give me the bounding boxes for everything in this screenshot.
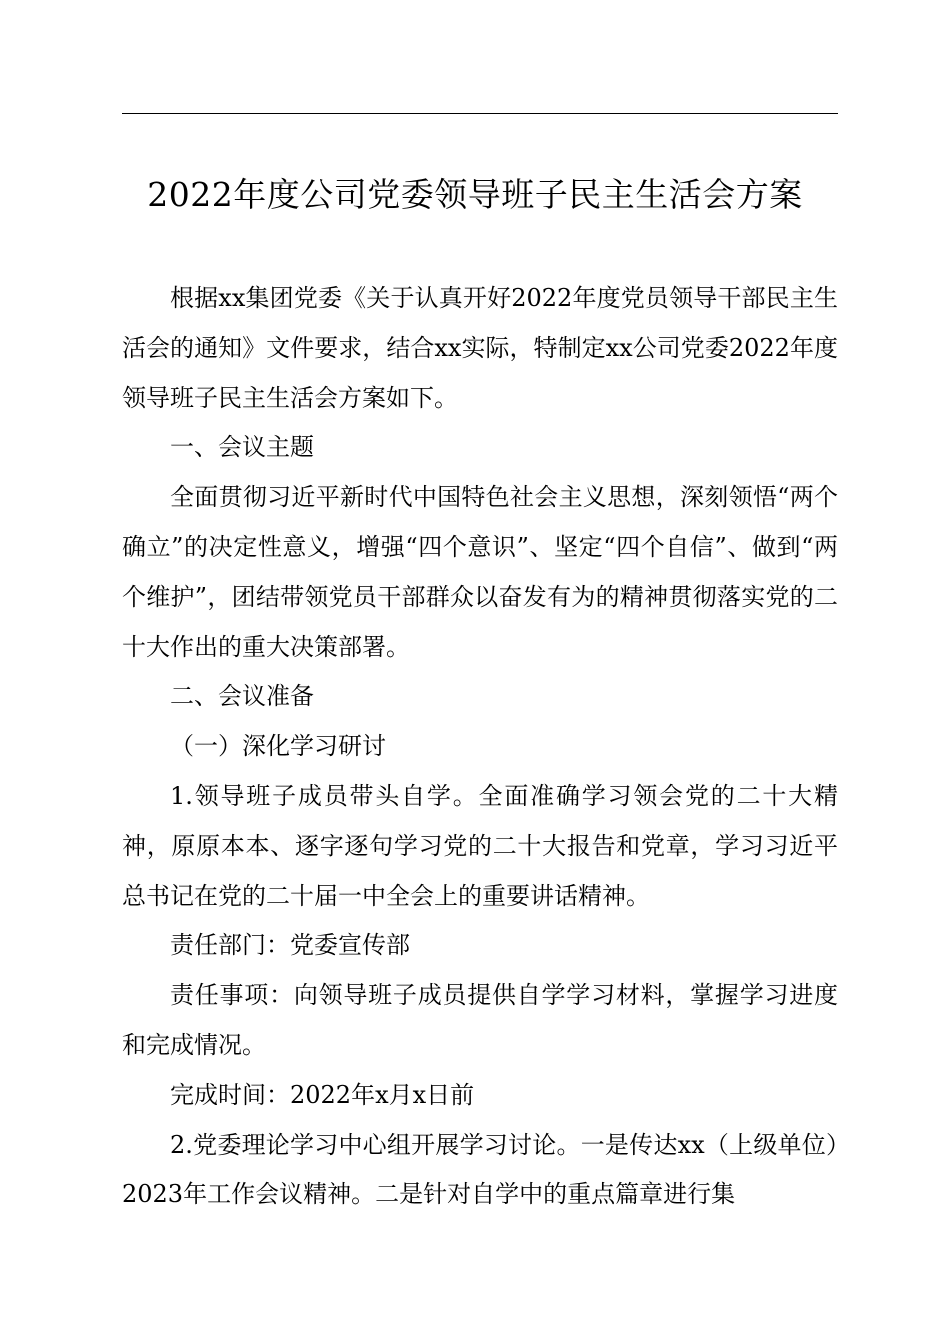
header-rule — [122, 113, 838, 114]
completion-time: 完成时间：2022年x月x日前 — [170, 1080, 475, 1109]
theme-paragraph: 全面贯彻习近平新时代中国特色社会主义思想，深刻领悟“两个确立”的决定性意义，增强“四个意识”、坚定“四个自信”、做到“两个维护”，团结带领党员干部群众以奋发有为的精神贯彻落实党的二十大作出的重大决策部署。 — [122, 483, 838, 661]
subsection-heading-study: （一）深化学习研讨 — [170, 732, 386, 761]
document-body — [122, 274, 838, 1220]
section-heading-theme: 一、会议主题 — [170, 433, 314, 462]
item-1-paragraph: 1.领导班子成员带头自学。全面准确学习领会党的二十大精神，原原本本、逐字逐句学习党的二十大报告和党章，学习习近平总书记在党的二十届一中全会上的重要讲话精神。 — [122, 781, 838, 910]
responsible-department: 责任部门：党委宣传部 — [170, 931, 410, 960]
intro-paragraph: 根据xx集团党委《关于认真开好2022年度党员领导干部民主生活会的通知》文件要求，结合xx实际，特制定xx公司党委2022年度领导班子民主生活会方案如下。 — [122, 284, 838, 412]
responsible-matters: 责任事项：向领导班子成员提供自学学习材料，掌握学习进度和完成情况。 — [122, 981, 838, 1059]
document-title: 2022年度公司党委领导班子民主生活会方案 — [147, 175, 803, 214]
item-2-paragraph: 2.党委理论学习中心组开展学习讨论。一是传达xx（上级单位）2023年工作会议精神。二是针对自学中的重点篇章进行集 — [122, 1130, 838, 1209]
section-heading-preparation: 二、会议准备 — [170, 682, 314, 711]
